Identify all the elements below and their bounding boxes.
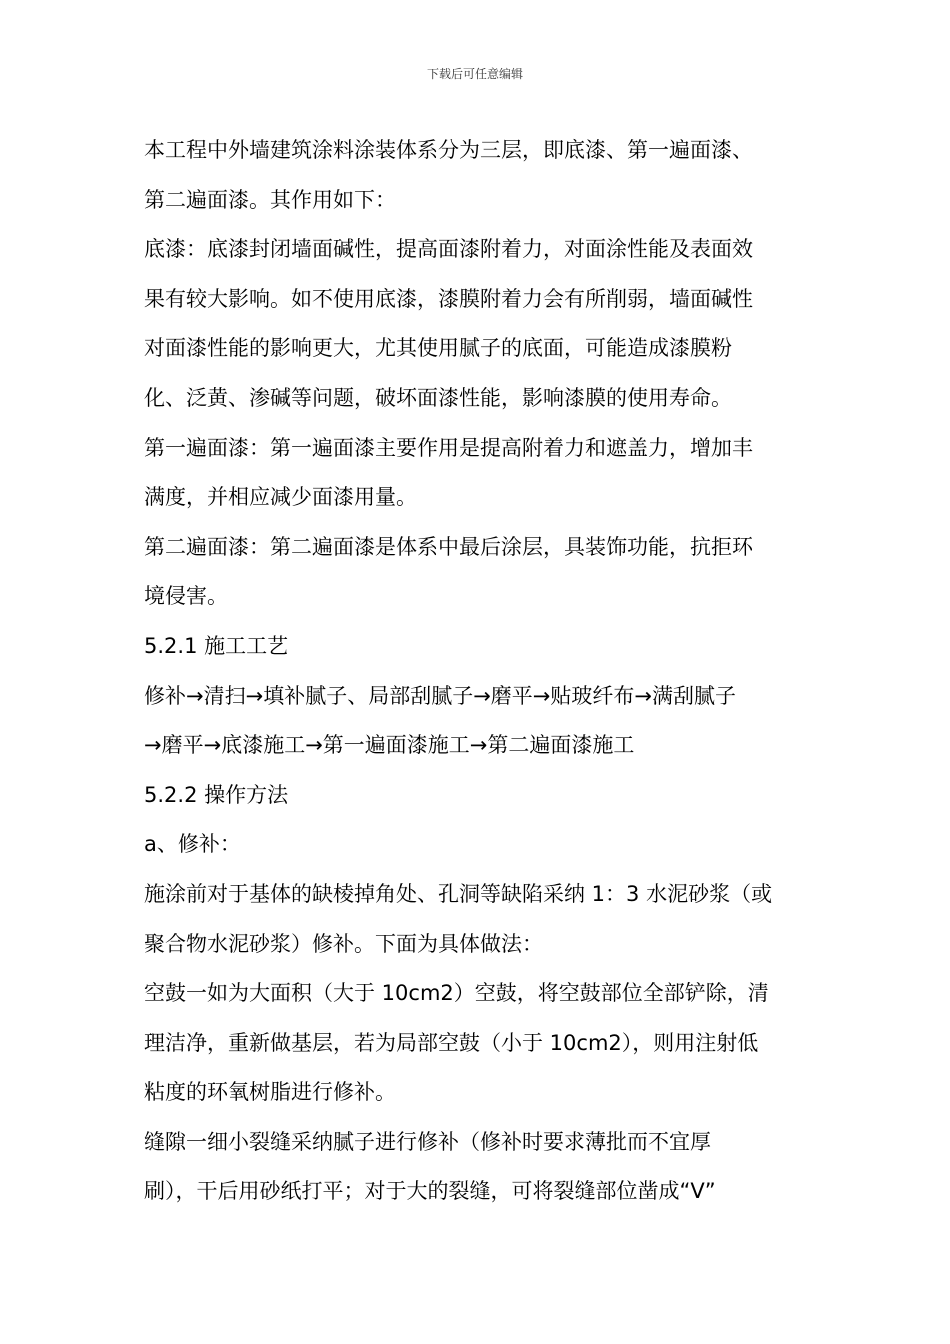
document-body (144, 126, 824, 1217)
text-line: 本工程中外墙建筑涂料涂装体系分为三层，即底漆、第一遍面漆、 (144, 138, 753, 162)
text-line: 粘度的环氧树脂进行修补。 (144, 1080, 396, 1105)
text-line: 空鼓一如为大面积（大于 10cm2）空鼓，将空鼓部位全部铲除，清 (144, 981, 769, 1006)
text-line: 底漆：底漆封闭墙面碱性，提高面漆附着力，对面涂性能及表面效 (144, 237, 753, 262)
text-line: 第二遍面漆。其作用如下： (144, 187, 396, 212)
text-line: 缝隙一细小裂缝采纳腻子进行修补（修补时要求薄批而不宜厚 (144, 1129, 711, 1154)
text-line: 修补→清扫→填补腻子、局部刮腻子→磨平→贴玻纤布→满刮腻子 (144, 683, 736, 708)
page-header: 下载后可任意编辑 (426, 67, 523, 81)
section-heading: 5.2.2 操作方法 (144, 782, 289, 807)
section-heading: 5.2.1 施工工艺 (144, 633, 289, 658)
text-line: 果有较大影响。如不使用底漆，漆膜附着力会有所削弱，墙面碱性 (144, 286, 753, 311)
text-line: 第二遍面漆：第二遍面漆是体系中最后涂层，具装饰功能，抗拒环 (144, 534, 753, 559)
text-line: →磨平→底漆施工→第一遍面漆施工→第二遍面漆施工 (144, 733, 635, 758)
text-line: 满度，并相应减少面漆用量。 (144, 485, 417, 510)
text-line: 第一遍面漆：第一遍面漆主要作用是提高附着力和遮盖力，增加丰 (144, 435, 753, 460)
text-line: 境侵害。 (144, 584, 228, 609)
text-line: 化、泛黄、渗碱等问题，破坏面漆性能，影响漆膜的使用寿命。 (144, 385, 732, 410)
text-line: 施涂前对于基体的缺棱掉角处、孔洞等缺陷采纳 1：3 水泥砂浆（或 (144, 881, 773, 906)
subsection-heading: a、修补： (144, 832, 241, 857)
text-line: 理洁净，重新做基层，若为局部空鼓（小于 10cm2），则用注射低 (144, 1030, 759, 1055)
text-line: 对面漆性能的影响更大，尤其使用腻子的底面，可能造成漆膜粉 (144, 336, 732, 361)
text-line: 聚合物水泥砂浆）修补。下面为具体做法： (144, 931, 543, 956)
text-line: 刷），干后用砂纸打平；对于大的裂缝，可将裂缝部位凿成“V” (144, 1179, 716, 1204)
